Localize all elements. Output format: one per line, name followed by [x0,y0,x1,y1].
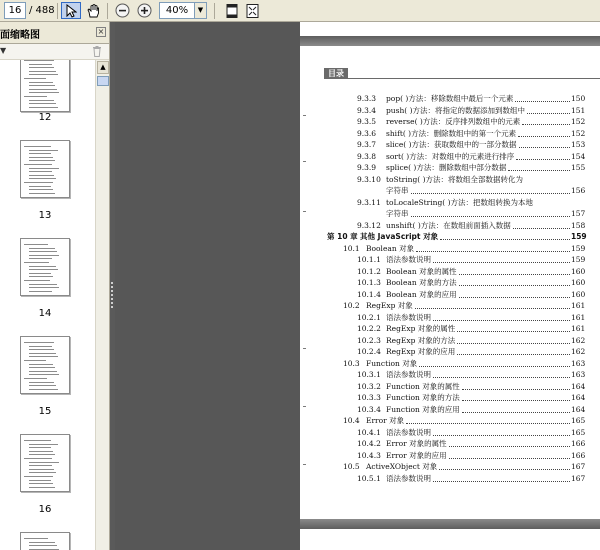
toc-entry-title: splice( )方法：删除数组中部分数据 [386,163,507,172]
toc-entry-number: 10.1.4 [357,289,381,299]
thumbnail-text-line [29,82,53,83]
toc-entry[interactable] [300,369,600,381]
thumbnail-page-number: 13 [38,210,52,221]
thumbnail-panel [0,22,110,550]
thumbnail-text-line [24,378,47,379]
thumbnail-text-line [29,291,52,292]
toc-entry-page: 164 [571,393,586,402]
thumbnail-text-line [29,371,57,372]
toc-entry-number: 10.1.3 [357,278,381,287]
toc-entry-page: 154 [571,151,586,161]
toc-entry-page: 167 [571,473,586,483]
toc-entry-page: 158 [571,220,586,230]
thumbnail-text-line [29,71,56,72]
thumbnail-text-line [24,164,52,165]
thumbnail-text-line [29,89,57,90]
zoom-in-button[interactable] [134,2,154,19]
hand-tool-button[interactable] [83,2,103,19]
zoom-out-icon [115,3,130,18]
page-thumbnail[interactable] [20,238,70,296]
thumbnail-text-line [29,465,52,466]
thumbnail-text-line [24,244,48,245]
toc-entry[interactable] [300,128,600,140]
toc-entry-title: 语法参数说明 [386,427,431,437]
thumbnail-text-line [29,269,58,270]
toc-entry-page: 152 [571,128,586,138]
thumbnail-text-line [29,157,53,158]
thumbnail-text-line [24,78,46,79]
toc-entry-page: 157 [571,209,586,218]
thumbnail-text-line [29,374,59,375]
fit-page-button[interactable] [242,2,262,19]
thumbnail-text-line [29,483,53,484]
toc-entry[interactable] [300,151,600,163]
toc-entry[interactable] [300,185,600,197]
thumbnail-text-line [29,186,51,187]
toc-entry[interactable] [300,139,600,151]
chevron-down-icon: ▼ [197,6,204,14]
toc-entry-title: RegExp 对象的应用 [386,347,456,356]
thumbnail-text-line [29,542,55,543]
toc-entry-title: Boolean 对象的属性 [386,266,457,276]
toc-leader-dots [440,231,570,240]
thumbnail-text-line [29,472,56,473]
toc-entry-page: 165 [571,427,586,437]
toc-entry-page: 153 [571,140,586,149]
toc-leader-dots [439,461,570,470]
toc-leader-dots [457,323,570,332]
toc-leader-dots [411,208,570,217]
toc-entry-page: 155 [571,163,586,172]
select-tool-icon [65,4,77,18]
page-thumbnail[interactable] [20,532,70,550]
toc-entry-title: 其他 JavaScript 对象 [360,232,439,241]
toc-entry[interactable] [300,300,600,312]
toc-leader-dots [415,300,570,309]
single-page-button[interactable] [222,2,242,19]
toc-leader-dots [457,335,570,344]
toc-entry-title: ActiveXObject 对象 [366,462,438,471]
hand-tool-icon [86,4,100,18]
thumbnail-text-line [24,360,46,361]
toc-entry[interactable] [300,450,600,462]
toc-entry-number: 10.2.2 [357,324,381,333]
thumbnail-text-line [29,171,52,172]
toc-leader-dots [459,266,570,275]
toc-leader-dots [406,415,570,424]
toc-entry-number: 10.1.1 [357,255,381,264]
toc-entry-title: RegExp 对象 [366,301,413,310]
toc-entry-number: 10.3.4 [357,404,381,414]
scrollbar-thumb[interactable] [97,76,109,86]
zoom-in-icon [137,3,152,18]
toc-entry-number: 10.5 [343,462,360,471]
toc-entry-number: 10.3.1 [357,370,381,379]
thumbnail-text-line [29,168,59,169]
thumbnail-text-line [24,146,51,147]
toc-entry-title: toString( )方法：将数组全部数据转化为 [386,174,524,184]
toc-entry[interactable] [300,220,600,232]
table-of-contents [300,22,600,550]
toc-entry[interactable] [300,438,600,450]
toc-entry-title: Error 对象的应用 [386,450,447,460]
zoom-level-input[interactable]: 40% [159,2,195,19]
panel-options-bar [0,44,109,60]
toc-entry[interactable] [300,93,600,105]
thumbnail-text-line [29,258,52,259]
toc-entry-number: 10.3.3 [357,393,381,402]
toc-entry-page: 156 [571,186,586,195]
toc-entry[interactable] [300,197,600,209]
toc-leader-dots [449,438,570,447]
toc-entry-number: 10.5.1 [357,473,381,483]
toc-entry-page: 165 [571,416,586,425]
toc-entry[interactable] [300,208,600,220]
trash-icon[interactable] [92,46,102,57]
thumbnail-text-line [29,284,57,285]
toc-entry-number: 第 10 章 [327,232,358,241]
toc-entry-title: 字符串 [386,186,409,195]
thumbnail-text-line [29,389,58,390]
single-page-icon [226,4,238,18]
panel-header [0,22,109,44]
close-icon[interactable]: × [97,27,105,36]
section-header-label: 目录 [328,69,344,78]
toc-entry-page: 162 [571,335,586,345]
toc-leader-dots [459,289,570,298]
select-tool-button[interactable] [61,2,81,19]
toc-entry-number: 9.3.11 [357,197,381,207]
document-page [300,22,600,550]
toc-entry-page: 160 [571,289,586,299]
toc-entry-title: sort( )方法：对数组中的元素进行排序 [386,151,515,161]
thumbnail-text-line [24,538,48,539]
toc-entry[interactable] [300,231,600,243]
thumbnail-text-line [29,100,54,101]
toc-entry-page: 161 [571,301,586,310]
toc-entry-title: Boolean 对象 [366,243,415,253]
thumbnail-page-number: 14 [38,308,52,319]
thumbnail-text-line [29,175,54,176]
toolbar-divider [107,3,108,19]
scroll-up-icon[interactable]: ▲ [97,61,109,74]
toc-entry-number: 9.3.7 [357,140,377,149]
toc-entry-page: 159 [571,243,586,253]
thumbnail-text-line [29,346,52,347]
thumbnail-page-number: 12 [38,112,52,123]
thumbnail-text-line [29,454,55,455]
toc-leader-dots [522,116,570,125]
toc-leader-dots [462,381,570,390]
thumbnail-text-line [29,353,56,354]
thumbnail-text-line [29,356,58,357]
toc-entry[interactable] [300,174,600,186]
toc-entry-page: 163 [571,358,586,368]
options-chevron-down-icon[interactable]: ▼ [0,46,7,55]
page-thumbnail[interactable] [20,140,70,198]
toc-entry[interactable] [300,473,600,485]
toolbar [0,0,600,22]
thumbnail-text-line [29,64,52,65]
toc-entry-title: 语法参数说明 [386,473,431,483]
thumbnail-text-line [29,364,53,365]
thumbnail-text-line [29,447,51,448]
toc-entry-title: 语法参数说明 [386,370,431,379]
thumbnail-text-line [29,189,53,190]
toc-leader-dots [433,473,570,482]
toc-entry-title: shift( )方法：删除数组中的第一个元素 [386,128,517,138]
toc-entry-page: 152 [571,117,586,126]
toc-entry[interactable] [300,404,600,416]
toc-entry-number: 10.1 [343,243,360,253]
toc-entry-page: 162 [571,347,586,356]
toc-leader-dots [449,450,570,459]
toc-entry-title: 语法参数说明 [386,312,431,322]
thumbnail-text-line [29,251,57,252]
toc-entry[interactable] [300,323,600,335]
toc-entry[interactable] [300,266,600,278]
toc-leader-dots [516,151,570,160]
toc-entry[interactable] [300,312,600,324]
toc-entry-title: RegExp 对象的方法 [386,335,456,345]
toc-entry[interactable] [300,381,600,393]
toc-entry-page: 167 [571,462,586,471]
toc-entry-page: 151 [571,105,586,115]
toc-leader-dots [513,220,570,229]
thumbnail-text-line [29,451,53,452]
toc-entry-title: toLocaleString( )方法：把数组转换为本地 [386,197,534,207]
toc-entry-page: 166 [571,450,586,460]
toc-entry-number: 10.3 [343,358,360,368]
zoom-dropdown-button[interactable] [195,2,207,19]
toc-entry-page: 166 [571,439,586,448]
toc-entry-number: 10.4 [343,416,360,425]
splitter-grip[interactable] [111,282,113,308]
panel-title: 面缩略图 [0,30,40,41]
thumbnail-text-line [29,276,53,277]
thumbnail-text-line [29,153,51,154]
thumbnail-text-line [29,103,56,104]
thumbnail-text-line [24,342,54,343]
toc-leader-dots [433,312,570,321]
toc-leader-dots [515,93,570,102]
thumbnail-text-line [29,193,55,194]
toc-entry-title: Function 对象的方法 [386,393,460,402]
toc-entry-title: Function 对象的属性 [386,381,460,391]
toc-entry-page: 161 [571,312,586,322]
toc-leader-dots [433,427,570,436]
toc-entry-title: Error 对象的属性 [386,439,447,448]
thumbnail-text-line [29,469,54,470]
thumbnail-text-line [24,476,53,477]
toc-entry-number: 10.2.3 [357,335,381,345]
toc-entry-number: 9.3.5 [357,117,377,126]
toc-entry-number: 10.2 [343,301,360,310]
page-thumbnail[interactable] [20,60,70,112]
toc-entry-title: Function 对象 [366,358,418,368]
toc-entry-page: 161 [571,324,586,333]
thumbnail-text-line [29,287,59,288]
page-number-input[interactable]: 16 [4,2,26,19]
toc-entry-number: 9.3.6 [357,128,377,138]
thumbnail-text-line [29,107,58,108]
toc-entry-title: 语法参数说明 [386,255,431,264]
toc-entry-number: 9.3.10 [357,174,381,184]
toc-leader-dots [419,358,570,367]
thumbnail-scrollbar[interactable] [95,60,109,550]
toc-entry[interactable] [300,346,600,358]
thumbnail-page-number: 16 [38,504,52,515]
toc-entry-page: 150 [571,94,586,103]
toc-leader-dots [527,105,570,114]
toc-entry[interactable] [300,335,600,347]
toc-leader-dots [462,392,570,401]
toc-entry-title: RegExp 对象的属性 [386,324,456,333]
toc-entry-title: unshift( )方法：在数组前面插入数据 [386,220,511,230]
thumbnail-page-number: 15 [38,406,52,417]
toc-entry[interactable] [300,427,600,439]
thumbnail-text-line [24,280,50,281]
toc-entry[interactable] [300,162,600,174]
thumbnail-text-line [29,160,55,161]
thumbnail-text-line [29,255,59,256]
thumbnail-text-line [29,266,56,267]
toc-leader-dots [411,185,570,194]
toc-entry-number: 10.4.1 [357,427,381,437]
thumbnail-text-line [24,262,49,263]
thumbnail-text-line [29,273,51,274]
toc-entry-title: Boolean 对象的应用 [386,289,457,299]
thumbnail-text-line [29,480,51,481]
toc-entry-page: 160 [571,278,586,287]
toc-entry[interactable] [300,277,600,289]
thumbnail-text-line [29,349,54,350]
thumbnail-text-line [29,462,59,463]
thumbnail-text-line [29,150,58,151]
toc-entry-page: 159 [571,255,586,264]
toc-entry-page: 164 [571,404,586,414]
toc-entry[interactable] [300,392,600,404]
fit-page-icon [246,4,259,18]
thumbnail-text-line [29,85,55,86]
page-thumbnail[interactable] [20,336,70,394]
toolbar-divider [214,3,215,19]
thumbnail-text-line [29,248,55,249]
thumbnail-text-line [29,385,56,386]
thumbnail-text-line [29,67,54,68]
toc-entry-number: 10.1.2 [357,266,381,276]
thumbnail-text-line [29,444,58,445]
toc-entry[interactable] [300,415,600,427]
toc-entry-number: 9.3.12 [357,220,381,230]
toc-entry-number: 10.4.2 [357,439,381,448]
page-count-label: / 488 [29,5,55,16]
page-thumbnail[interactable] [20,434,70,492]
thumbnail-text-line [29,92,59,93]
toc-entry-number: 10.3.2 [357,381,381,391]
toc-leader-dots [433,254,570,263]
thumbnail-text-line [29,382,54,383]
toc-entry-title: reverse( )方法：反序排列数组中的元素 [386,117,521,126]
toc-entry-page: 159 [571,232,587,241]
thumbnail-text-line [29,367,55,368]
toc-entry[interactable] [300,358,600,370]
thumbnail-text-line [29,487,55,488]
toc-leader-dots [508,162,570,171]
toc-entry-title: slice( )方法：获取数组中的一部分数据 [386,140,517,149]
toc-entry-title: Boolean 对象的方法 [386,278,457,287]
toc-entry-title: 字符串 [386,209,409,218]
toc-leader-dots [518,128,570,137]
thumbnail-text-line [29,74,58,75]
thumbnail-text-line [24,440,51,441]
toc-leader-dots [433,369,570,378]
toc-entry-page: 160 [571,266,586,276]
toc-entry[interactable] [300,243,600,255]
toc-entry[interactable] [300,105,600,117]
toc-entry-title: push( )方法：将指定的数据添加到数组中 [386,105,526,115]
toc-entry-number: 10.2.1 [357,312,381,322]
toc-entry-title: Function 对象的应用 [386,404,460,414]
toc-leader-dots [457,346,570,355]
toolbar-divider [57,3,58,19]
toc-leader-dots [459,277,570,286]
zoom-out-button[interactable] [112,2,132,19]
toc-entry[interactable] [300,116,600,128]
thumbnail-text-line [24,182,53,183]
thumbnail-text-line [24,458,52,459]
toc-entry-number: 9.3.3 [357,94,377,103]
toc-entry-page: 163 [571,370,586,379]
thumbnail-list [0,60,95,550]
toc-entry-number: 9.3.4 [357,105,377,115]
toc-entry[interactable] [300,289,600,301]
toc-entry-title: pop( )方法：移除数组中最后一个元素 [386,94,514,103]
thumbnail-text-line [24,96,47,97]
toc-entry-page: 164 [571,381,586,391]
thumbnail-text-line [24,60,54,61]
toc-entry-number: 9.3.8 [357,151,377,161]
thumbnail-text-line [29,545,57,546]
toc-entry-title: Error 对象 [366,416,405,425]
toc-leader-dots [462,404,570,413]
toc-entry-number: 10.2.4 [357,347,381,356]
toc-entry-number: 10.4.3 [357,450,381,460]
page-bottom-band [300,519,600,529]
toc-entry[interactable] [300,461,600,473]
toc-leader-dots [519,139,570,148]
toc-entry-number: 9.3.9 [357,163,377,172]
toc-leader-dots [416,243,570,252]
thumbnail-text-line [29,178,56,179]
toc-entry[interactable] [300,254,600,266]
